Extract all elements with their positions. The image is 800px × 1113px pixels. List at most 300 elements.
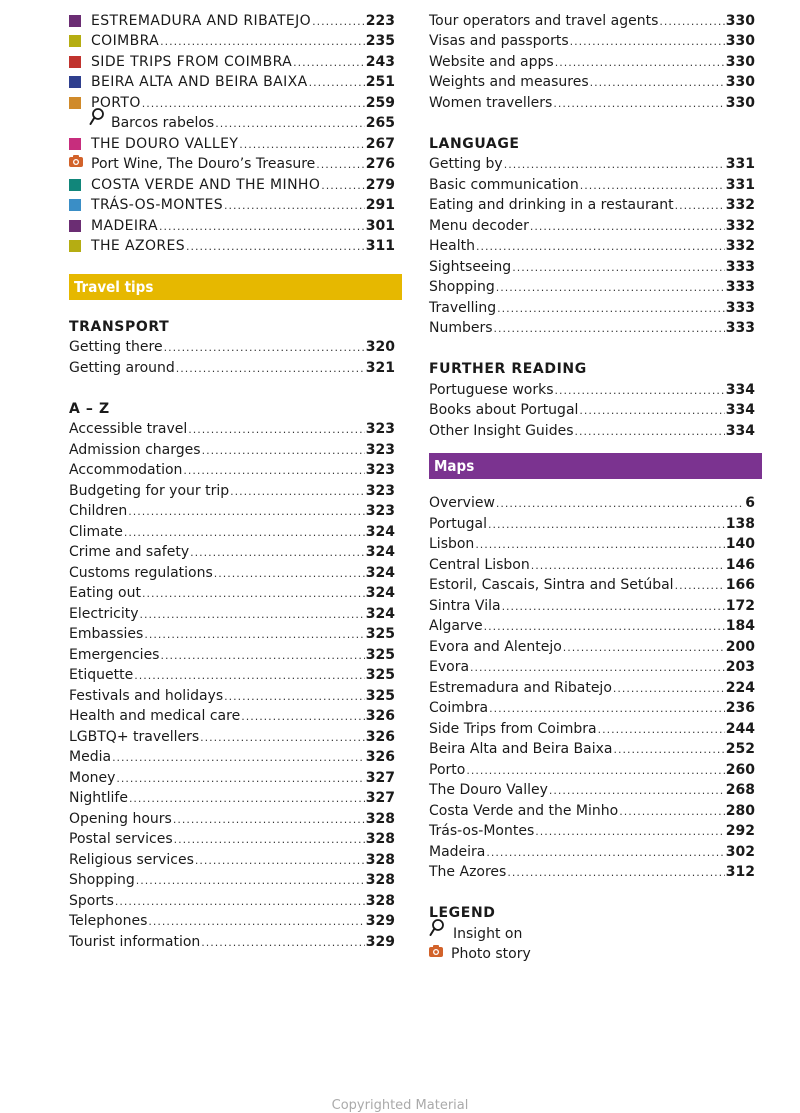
region-color-swatch: [69, 97, 81, 109]
toc-map-entry: [429, 552, 757, 573]
toc-az-entry: [69, 499, 397, 520]
leader-dots: [535, 825, 725, 839]
right-column: [429, 8, 757, 962]
language-list: [429, 152, 757, 337]
toc-map-entry: [429, 655, 757, 676]
leader-dots: [590, 76, 725, 90]
page-number: 276: [365, 156, 395, 172]
page-number: 138: [725, 515, 755, 532]
entry-label: Getting there: [69, 339, 163, 355]
maps-banner-title: Maps: [434, 456, 475, 475]
entry-label: Religious services: [69, 851, 194, 868]
entry-label: Eating and drinking in a restaurant: [429, 197, 674, 213]
page-number: 330: [725, 33, 755, 49]
entry-label: MADEIRA: [91, 217, 158, 234]
page-number: 331: [725, 176, 755, 193]
toc-map-entry: [429, 511, 757, 532]
page-number: 166: [725, 577, 755, 593]
toc-language-entry: [429, 193, 757, 214]
leader-dots: [316, 158, 364, 172]
toc-az-entry: [69, 724, 397, 745]
leader-dots: [195, 854, 365, 868]
leader-dots: [530, 220, 725, 234]
toc-language-entry: [429, 213, 757, 234]
page-number: 325: [365, 626, 395, 642]
leader-dots: [486, 846, 724, 860]
leader-dots: [186, 240, 365, 254]
page-number: 330: [725, 53, 755, 70]
page-number: 324: [365, 605, 395, 622]
entry-label: Costa Verde and the Minho: [429, 802, 619, 819]
entry-label: Porto: [429, 761, 466, 778]
page-number: 326: [365, 728, 395, 745]
page-number: 329: [365, 913, 395, 929]
toc-az-entry: [69, 458, 397, 479]
leader-dots: [575, 425, 725, 439]
page-number: 328: [365, 851, 395, 868]
entry-label: Barcos rabelos: [111, 115, 215, 131]
leader-dots: [312, 15, 365, 29]
leader-dots: [484, 620, 725, 634]
entry-label: Madeira: [429, 843, 486, 860]
leader-dots: [488, 518, 725, 532]
entry-label: Sintra Vila: [429, 597, 501, 614]
page-number: 184: [725, 618, 755, 634]
travel-tips-banner: [69, 274, 402, 300]
entry-label: Estremadura and Ribatejo: [429, 679, 612, 696]
page-number: 302: [725, 843, 755, 860]
entry-label: Children: [69, 503, 128, 519]
page-number: 323: [365, 462, 395, 478]
page-number: 311: [365, 238, 395, 254]
page-number: 327: [365, 769, 395, 786]
left-column: [69, 8, 397, 950]
leader-dots: [148, 915, 364, 929]
toc-az-entry: [429, 29, 757, 50]
toc-map-entry: [429, 860, 757, 881]
entry-label: Visas and passports: [429, 33, 569, 49]
page-number: 327: [365, 790, 395, 806]
page-number: 326: [365, 708, 395, 724]
toc-az-entry: [69, 888, 397, 909]
page-number: 172: [725, 597, 755, 614]
entry-label: Accessible travel: [69, 421, 188, 437]
toc-region-entry: [69, 111, 397, 132]
leader-dots: [496, 281, 725, 295]
toc-az-entry: [69, 417, 397, 438]
page-number: 323: [365, 421, 395, 437]
leader-dots: [598, 723, 725, 737]
page-number: 279: [365, 176, 395, 193]
toc-further-reading-entry: [429, 398, 757, 419]
toc-map-entry: [429, 737, 757, 758]
page-number: 334: [725, 402, 755, 418]
toc-language-entry: [429, 295, 757, 316]
entry-label: Overview: [429, 495, 495, 511]
leader-dots: [176, 362, 365, 376]
page-number: 265: [365, 115, 395, 131]
leader-dots: [476, 240, 725, 254]
entry-label: Etiquette: [69, 667, 134, 683]
leader-dots: [579, 404, 724, 418]
page-number: 324: [365, 544, 395, 560]
toc-az-entry: [69, 581, 397, 602]
entry-label: Getting by: [429, 156, 503, 172]
leader-dots: [475, 538, 724, 552]
entry-label: Media: [69, 749, 112, 765]
page-number: 328: [365, 892, 395, 909]
entry-label: Shopping: [69, 872, 135, 888]
page-number: 267: [365, 135, 395, 152]
toc-az-entry: [69, 929, 397, 950]
leader-dots: [173, 813, 365, 827]
page-number: 6: [745, 495, 755, 511]
entry-label: Basic communication: [429, 176, 579, 193]
page-number: 140: [725, 536, 755, 552]
footer-text: Copyrighted Material: [331, 1098, 469, 1113]
page-number: 328: [365, 872, 395, 888]
toc-az-entry: [429, 49, 757, 70]
leader-dots: [470, 661, 725, 675]
page-number: 323: [365, 441, 395, 458]
further-reading-heading: FURTHER READING: [429, 361, 587, 377]
entry-label: Tour operators and travel agents: [429, 12, 659, 29]
az-list: [69, 417, 397, 950]
page-number: 292: [725, 823, 755, 839]
leader-dots: [241, 710, 365, 724]
page-number: 312: [725, 864, 755, 880]
entry-label: Telephones: [69, 913, 148, 929]
entry-label: The Azores: [429, 864, 507, 880]
leader-dots: [563, 641, 725, 655]
leader-dots: [201, 936, 364, 950]
transport-list: [69, 335, 397, 376]
entry-label: Money: [69, 769, 116, 786]
entry-label: ESTREMADURA AND RIBATEJO: [91, 12, 312, 29]
leader-dots: [174, 833, 365, 847]
entry-label: Climate: [69, 523, 123, 540]
leader-dots: [136, 874, 365, 888]
leader-dots: [512, 261, 725, 275]
leader-dots: [659, 15, 724, 29]
leader-dots: [142, 97, 365, 111]
page-number: 324: [365, 523, 395, 540]
leader-dots: [494, 322, 725, 336]
transport-heading: TRANSPORT: [69, 318, 170, 335]
toc-az-entry: [69, 540, 397, 561]
toc-region-entry: [69, 49, 397, 70]
leader-dots: [466, 764, 724, 778]
entry-label: The Douro Valley: [429, 782, 548, 798]
toc-az-entry: [69, 847, 397, 868]
page-number: 301: [365, 217, 395, 234]
leader-dots: [160, 35, 365, 49]
leader-dots: [202, 444, 365, 458]
page-number: 332: [725, 217, 755, 234]
entry-label: Coimbra: [429, 700, 489, 716]
entry-label: Nightlife: [69, 790, 128, 806]
entry-label: Electricity: [69, 605, 139, 622]
toc-map-entry: [429, 532, 757, 553]
toc-language-entry: [429, 254, 757, 275]
region-color-swatch: [69, 138, 81, 150]
entry-label: Eating out: [69, 585, 141, 601]
magnifier-icon: [429, 919, 445, 941]
az-list-continued: [429, 8, 757, 111]
page-number: 291: [365, 197, 395, 213]
entry-label: Evora: [429, 659, 470, 675]
entry-label: Health and medical care: [69, 708, 241, 724]
toc-region-entry: [69, 234, 397, 255]
page-number: 252: [725, 741, 755, 757]
leader-dots: [553, 97, 724, 111]
leader-dots: [614, 743, 725, 757]
region-color-swatch: [69, 220, 81, 232]
leader-dots: [555, 384, 725, 398]
leader-dots: [134, 669, 365, 683]
entry-label: Festivals and holidays: [69, 687, 224, 704]
maps-banner: [429, 453, 762, 479]
entry-label: Algarve: [429, 618, 483, 634]
region-color-swatch: [69, 240, 81, 252]
legend-photo: [429, 942, 757, 963]
legend-insight: [429, 921, 757, 942]
page-number: 203: [725, 659, 755, 675]
page-number: 324: [365, 564, 395, 581]
leader-dots: [124, 526, 365, 540]
entry-label: Lisbon: [429, 536, 475, 552]
toc-region-entry: [69, 213, 397, 234]
entry-label: Trás-os-Montes: [429, 823, 535, 839]
magnifier-icon: [89, 108, 105, 130]
toc-az-entry: [69, 745, 397, 766]
entry-label: Opening hours: [69, 810, 172, 827]
page-number: 280: [725, 802, 755, 819]
leader-dots: [293, 56, 365, 70]
entry-label: BEIRA ALTA AND BEIRA BAIXA: [91, 74, 308, 90]
entry-label: LGBTQ+ travellers: [69, 728, 200, 745]
toc-region-entry: [69, 90, 397, 111]
toc-az-entry: [69, 560, 397, 581]
toc-transport-entry: [69, 335, 397, 356]
toc-az-entry: [69, 683, 397, 704]
toc-az-entry: [69, 437, 397, 458]
leader-dots: [224, 199, 365, 213]
page-number: 332: [725, 197, 755, 213]
leader-dots: [507, 866, 724, 880]
toc-az-entry: [429, 8, 757, 29]
entry-label: Travelling: [429, 299, 497, 316]
toc-language-entry: [429, 316, 757, 337]
page-number: 333: [725, 279, 755, 295]
entry-label: PORTO: [91, 94, 141, 111]
page-number: 332: [725, 238, 755, 254]
toc-az-entry: [69, 868, 397, 889]
page-number: 333: [725, 320, 755, 336]
page-number: 334: [725, 381, 755, 398]
page-number: 235: [365, 33, 395, 49]
leader-dots: [549, 784, 725, 798]
toc-language-entry: [429, 152, 757, 173]
toc-az-entry: [69, 806, 397, 827]
toc-map-entry: [429, 573, 757, 594]
entry-label: Women travellers: [429, 94, 553, 111]
leader-dots: [112, 751, 365, 765]
leader-dots: [183, 464, 364, 478]
leader-dots: [504, 158, 725, 172]
page-number: 146: [725, 556, 755, 573]
leader-dots: [160, 649, 364, 663]
leader-dots: [144, 628, 364, 642]
further-reading-list: [429, 377, 757, 439]
leader-dots: [489, 702, 725, 716]
entry-label: THE AZORES: [91, 238, 186, 254]
toc-map-entry: [429, 839, 757, 860]
toc-az-entry: [69, 786, 397, 807]
page-number: 331: [725, 156, 755, 172]
toc-transport-entry: [69, 355, 397, 376]
toc-az-entry: [69, 622, 397, 643]
toc-az-entry: [429, 90, 757, 111]
legend-photo-label: Photo story: [451, 946, 531, 962]
entry-label: Shopping: [429, 279, 495, 295]
leader-dots: [502, 600, 725, 614]
toc-map-entry: [429, 491, 757, 512]
page-number: 323: [365, 503, 395, 519]
toc-az-entry: [69, 827, 397, 848]
leader-dots: [619, 805, 725, 819]
page-number: 223: [365, 12, 395, 29]
entry-label: Menu decoder: [429, 217, 529, 234]
entry-label: THE DOURO VALLEY: [91, 135, 239, 152]
toc-region-entry: [69, 131, 397, 152]
legend-heading: LEGEND: [429, 905, 496, 921]
entry-label: Evora and Alentejo: [429, 638, 562, 655]
region-color-swatch: [69, 76, 81, 88]
page-number: 330: [725, 94, 755, 111]
toc-region-entry: [69, 8, 397, 29]
entry-label: Central Lisbon: [429, 556, 530, 573]
entry-label: Numbers: [429, 320, 493, 336]
page-number: 333: [725, 258, 755, 275]
page-number: 200: [725, 638, 755, 655]
entry-label: Embassies: [69, 626, 144, 642]
entry-label: Admission charges: [69, 441, 201, 458]
page-number: 224: [725, 679, 755, 696]
leader-dots: [140, 608, 365, 622]
entry-label: Customs regulations: [69, 564, 213, 581]
entry-label: TRÁS-OS-MONTES: [91, 197, 224, 213]
leader-dots: [200, 731, 365, 745]
region-color-swatch: [69, 199, 81, 211]
leader-dots: [675, 199, 725, 213]
entry-label: Tourist information: [69, 933, 201, 950]
page-number: 325: [365, 687, 395, 704]
leader-dots: [309, 76, 365, 90]
region-color-swatch: [69, 179, 81, 191]
region-color-swatch: [69, 15, 81, 27]
entry-label: Health: [429, 238, 475, 254]
page-number: 251: [365, 74, 395, 90]
leader-dots: [239, 138, 364, 152]
camera-icon: [429, 945, 443, 961]
entry-label: COSTA VERDE AND THE MINHO: [91, 176, 321, 193]
toc-map-entry: [429, 696, 757, 717]
entry-label: Budgeting for your trip: [69, 482, 230, 499]
entry-label: Books about Portugal: [429, 402, 579, 418]
entry-label: Estoril, Cascais, Sintra and Setúbal: [429, 577, 674, 593]
az-heading: A – Z: [69, 400, 110, 417]
page-number: 325: [365, 646, 395, 663]
leader-dots: [159, 220, 365, 234]
entry-label: Other Insight Guides: [429, 422, 574, 439]
entry-label: Emergencies: [69, 646, 160, 663]
leader-dots: [128, 505, 365, 519]
leader-dots: [115, 895, 365, 909]
entry-label: Accommodation: [69, 462, 183, 478]
toc-az-entry: [69, 704, 397, 725]
page-number: 328: [365, 831, 395, 847]
page-number: 268: [725, 782, 755, 798]
page-number: 328: [365, 810, 395, 827]
leader-dots: [580, 179, 725, 193]
toc-language-entry: [429, 275, 757, 296]
leader-dots: [675, 579, 725, 593]
entry-label: Beira Alta and Beira Baixa: [429, 741, 613, 757]
entry-label: Weights and measures: [429, 74, 589, 90]
toc-az-entry: [69, 601, 397, 622]
page-number: 321: [365, 359, 395, 376]
toc-map-entry: [429, 716, 757, 737]
leader-dots: [570, 35, 725, 49]
page-number: 324: [365, 585, 395, 601]
entry-label: Sightseeing: [429, 258, 512, 275]
toc-map-entry: [429, 593, 757, 614]
page-number: 260: [725, 761, 755, 778]
leader-dots: [142, 587, 365, 601]
entry-label: Getting around: [69, 359, 175, 376]
entry-label: Crime and safety: [69, 544, 190, 560]
toc-az-entry: [69, 765, 397, 786]
toc-az-entry: [69, 909, 397, 930]
toc-map-entry: [429, 675, 757, 696]
region-color-swatch: [69, 56, 81, 68]
toc-region-entry: [69, 152, 397, 173]
leader-dots: [214, 567, 365, 581]
page-number: 330: [725, 12, 755, 29]
leader-dots: [531, 559, 725, 573]
leader-dots: [555, 56, 725, 70]
toc-az-entry: [69, 478, 397, 499]
toc-map-entry: [429, 819, 757, 840]
leader-dots: [321, 179, 364, 193]
travel-tips-banner-title: Travel tips: [74, 278, 154, 296]
maps-list: [429, 491, 757, 881]
toc-further-reading-entry: [429, 418, 757, 439]
leader-dots: [224, 690, 365, 704]
page-number: 244: [725, 720, 755, 737]
leader-dots: [215, 117, 365, 131]
toc-az-entry: [69, 642, 397, 663]
toc-map-entry: [429, 634, 757, 655]
camera-icon: [69, 155, 83, 171]
region-color-swatch: [69, 35, 81, 47]
entry-label: COIMBRA: [91, 33, 160, 49]
page-number: 243: [365, 53, 395, 70]
toc-map-entry: [429, 778, 757, 799]
toc-az-entry: [69, 663, 397, 684]
toc-az-entry: [429, 70, 757, 91]
